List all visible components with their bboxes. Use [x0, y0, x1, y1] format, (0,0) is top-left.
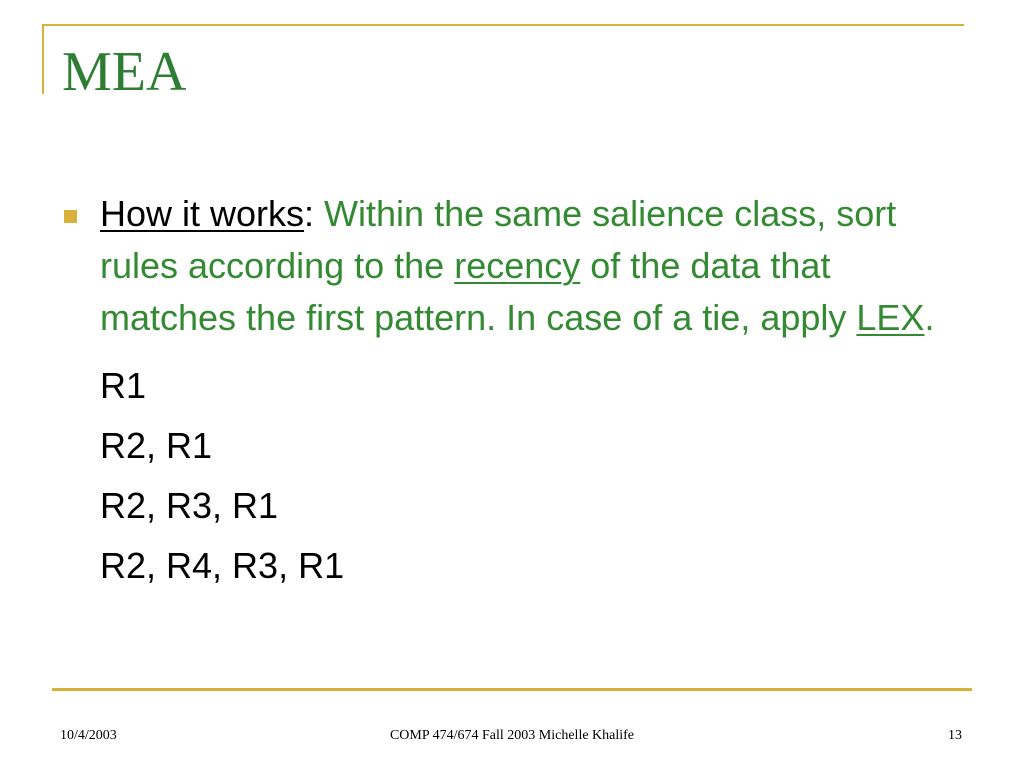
bullet-label: How it works [100, 193, 305, 234]
frame-top-rule [42, 24, 964, 26]
footer-rule [52, 688, 972, 691]
footer-course-info: COMP 474/674 Fall 2003 Michelle Khalife [389, 728, 635, 743]
bullet-text-part-1: Within the same salience class, sort rules according to the [100, 193, 897, 286]
recency-term: recency [454, 245, 581, 286]
lex-term: LEX [856, 297, 925, 338]
slide-title: MEA [62, 41, 187, 103]
rule-order-line: R2, R1 [100, 425, 213, 466]
frame-left-rule [42, 24, 44, 94]
bullet-colon: : [304, 193, 315, 234]
square-bullet-icon [64, 210, 77, 223]
bullet-text [100, 188, 970, 344]
rule-order-line: R1 [100, 365, 147, 406]
bullet-text-part-2: of the data that matches the first pattern. In case of a tie, apply [100, 245, 857, 338]
slide-content [60, 188, 960, 596]
footer-date: 10/4/2003 [60, 728, 117, 743]
rule-order-line: R2, R4, R3, R1 [100, 545, 345, 586]
bullet-text-part-3: . [924, 297, 935, 338]
rule-order-list [60, 356, 960, 596]
bullet-item [60, 188, 960, 344]
footer-page-number: 13 [948, 728, 962, 743]
rule-order-line: R2, R3, R1 [100, 485, 279, 526]
